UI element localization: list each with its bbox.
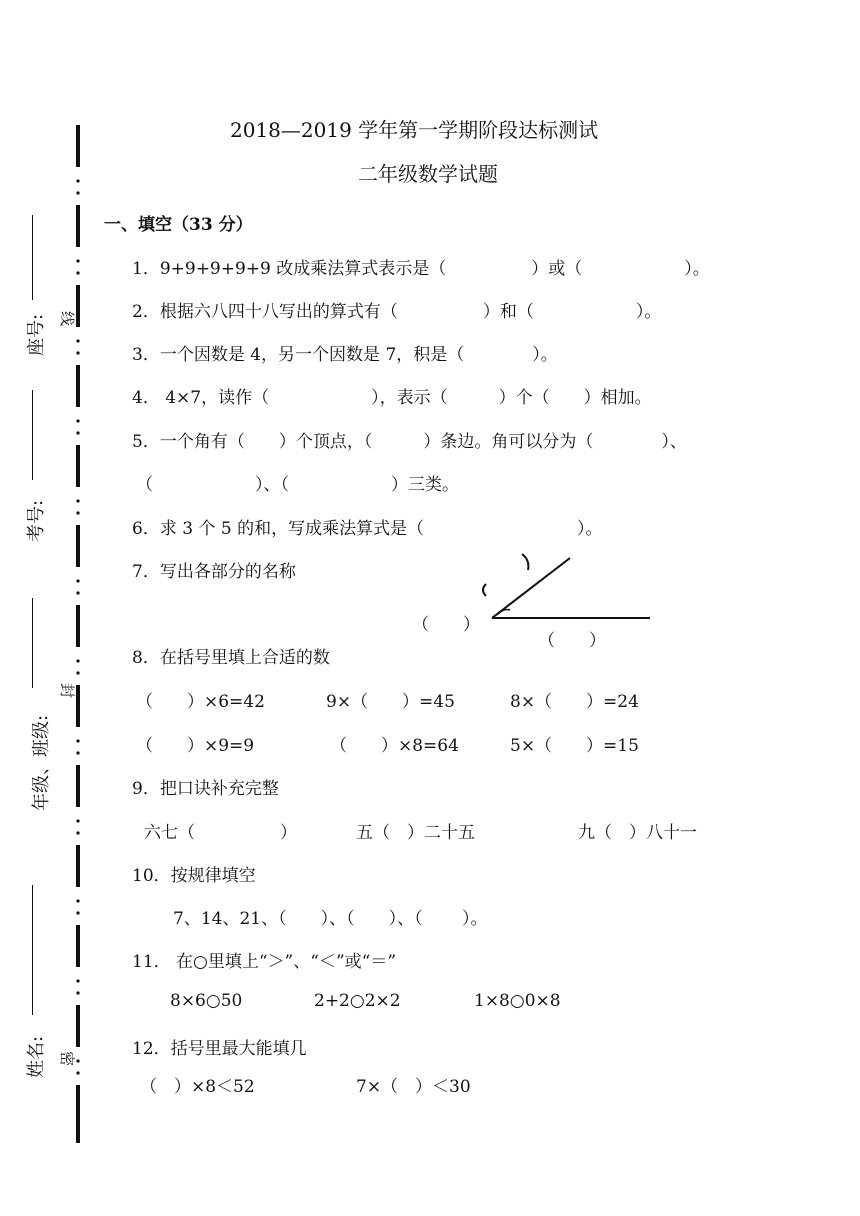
question-9: 9．把口诀补充完整 <box>132 779 279 799</box>
exam-title: 2018—2019 学年第一学期阶段达标测试 <box>230 118 599 142</box>
name-underline <box>32 885 33 1015</box>
q9-item-3: 九（ ）八十一 <box>578 823 697 843</box>
question-2: 2．根据六八四十八写出的算式有（ ）和（ ）。 <box>132 302 662 322</box>
seat-label: 座号: <box>26 313 48 357</box>
seal-word-secret: 密 <box>58 1050 77 1067</box>
question-5: 5．一个角有（ ）个顶点，（ ）条边。角可以分为（ ）、 <box>132 432 687 452</box>
q12-item-1: （ ）×8＜52 <box>140 1077 255 1097</box>
q8-item-5: （ ）×8=64 <box>330 736 459 756</box>
q11-item-2: 2+2○2×2 <box>314 991 401 1011</box>
q8-item-3: 8×（ ）=24 <box>510 692 639 712</box>
question-8: 8．在括号里填上合适的数 <box>132 648 330 668</box>
section-heading: 一、填空（33 分） <box>104 215 253 235</box>
exam-no-underline <box>32 390 33 480</box>
angle-figure <box>470 548 660 638</box>
class-underline <box>32 598 33 688</box>
q9-item-2: 五（ ）二十五 <box>356 823 475 843</box>
seat-underline <box>32 215 33 300</box>
question-5-cont: （ ）、（ ）三类。 <box>136 475 459 495</box>
question-6: 6．求 3 个 5 的和，写成乘法算式是（ ）。 <box>132 519 603 539</box>
q8-item-4: （ ）×9=9 <box>136 736 255 756</box>
question-4: 4． 4×7，读作（ ），表示（ ）个（ ）相加。 <box>132 388 652 408</box>
q9-item-1: 六七（ ） <box>144 823 297 843</box>
seal-word-line: 线 <box>58 310 77 327</box>
q8-item-2: 9×（ ）=45 <box>326 692 455 712</box>
q8-item-6: 5×（ ）=15 <box>510 736 639 756</box>
question-1: 1．9+9+9+9+9 改成乘法算式表示是（ ）或（ ）。 <box>132 259 710 279</box>
exam-subtitle: 二年级数学试题 <box>358 162 498 186</box>
question-12: 12．括号里最大能填几 <box>132 1039 307 1059</box>
q12-item-2: 7×（ ）＜30 <box>356 1077 471 1097</box>
class-label: 年级、班级: <box>31 714 53 812</box>
q11-item-3: 1×8○0×8 <box>474 991 561 1011</box>
question-3: 3．一个因数是 4，另一个因数是 7，积是（ ）。 <box>132 345 558 365</box>
question-10: 10．按规律填空 <box>132 866 256 886</box>
cut-line <box>76 125 80 1145</box>
name-label: 姓名: <box>26 1035 48 1079</box>
angle-vertex-paren: （ ） <box>412 615 480 635</box>
q10-sequence: 7、14、21、（ ）、（ ）、（ ）。 <box>173 909 488 929</box>
exam-no-label: 考号: <box>26 499 48 543</box>
q8-item-1: （ ）×6=42 <box>136 692 265 712</box>
question-7: 7．写出各部分的名称 <box>132 562 296 582</box>
angle-side-paren: （ ） <box>538 631 606 651</box>
seal-word-seal: 封 <box>58 682 77 699</box>
question-11: 11． 在○里填上“＞”、“＜”或“＝” <box>132 952 397 972</box>
q11-item-1: 8×6○50 <box>170 991 243 1011</box>
